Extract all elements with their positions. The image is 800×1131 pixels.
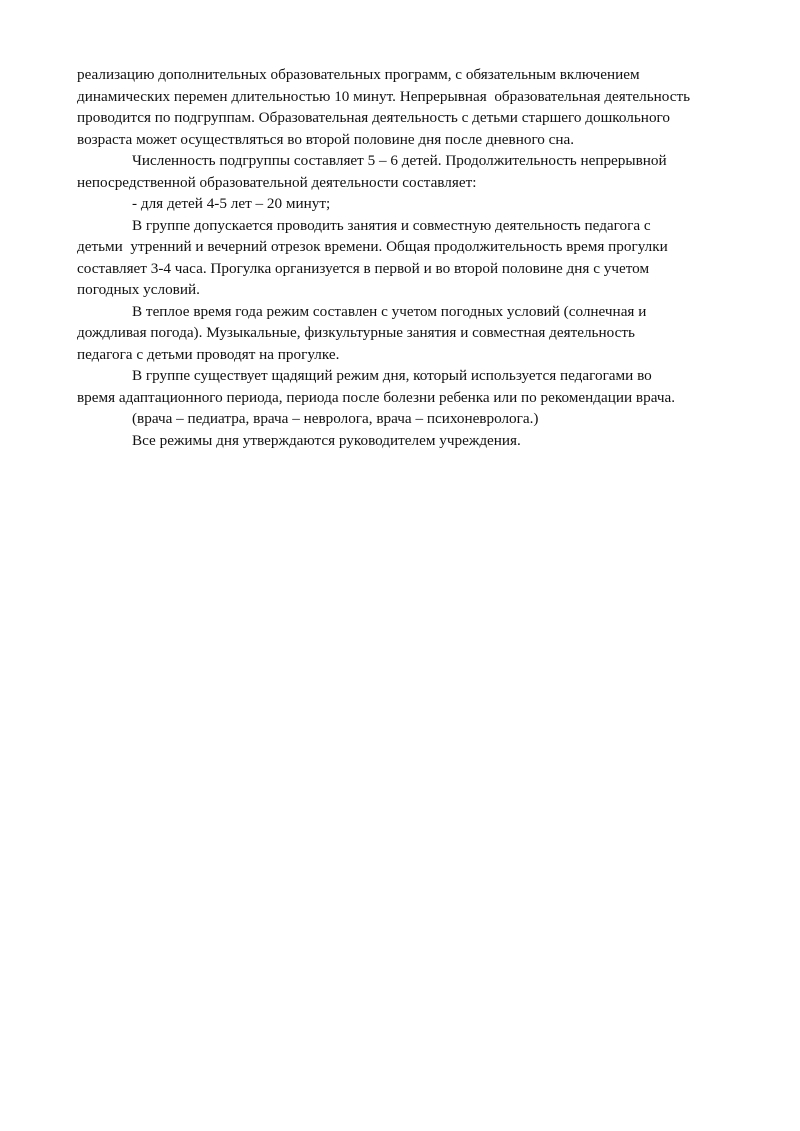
- text-line: погодных условий.: [77, 281, 200, 298]
- text-line: В теплое время года режим составлен с учетом погодных условий (солнечная и: [132, 302, 647, 320]
- text-line: детьми утренний и вечерний отрезок времени. Общая продолжительность время прогулки: [77, 238, 668, 255]
- text-line: В группе допускается проводить занятия и совместную деятельность педагога с: [132, 216, 651, 234]
- text-line: динамических перемен длительностью 10 минут. Непрерывная образовательная деятельность: [77, 87, 691, 105]
- text-line: возраста может осуществляться во второй половине дня после дневного сна.: [77, 130, 575, 148]
- text-line: педагога с детьми проводят на прогулке.: [77, 345, 340, 363]
- text-line: - для детей 4-5 лет – 20 минут;: [132, 195, 331, 212]
- text-line: Численность подгруппы составляет 5 – 6 детей. Продолжительность непрерывной: [132, 152, 667, 169]
- body-text: [77, 64, 727, 451]
- text-line: время адаптационного периода, периода после болезни ребенка или по рекомендации врача.: [77, 388, 676, 406]
- text-line: дождливая погода). Музыкальные, физкультурные занятия и совместная деятельность: [77, 324, 635, 341]
- text-line: проводится по подгруппам. Образовательная деятельность с детьми старшего дошкольного: [77, 109, 670, 126]
- text-line: (врача – педиатра, врача – невролога, врача – психоневролога.): [132, 410, 539, 427]
- text-line: непосредственной образовательной деятельности составляет:: [77, 173, 477, 191]
- text-line: реализацию дополнительных образовательных программ, с обязательным включением: [77, 66, 640, 83]
- text-line: составляет 3-4 часа. Прогулка организуется в первой и во второй половине дня с учетом: [77, 259, 650, 277]
- text-line: В группе существует щадящий режим дня, который используется педагогами во: [132, 367, 652, 384]
- text-line: Все режимы дня утверждаются руководителем учреждения.: [132, 431, 521, 449]
